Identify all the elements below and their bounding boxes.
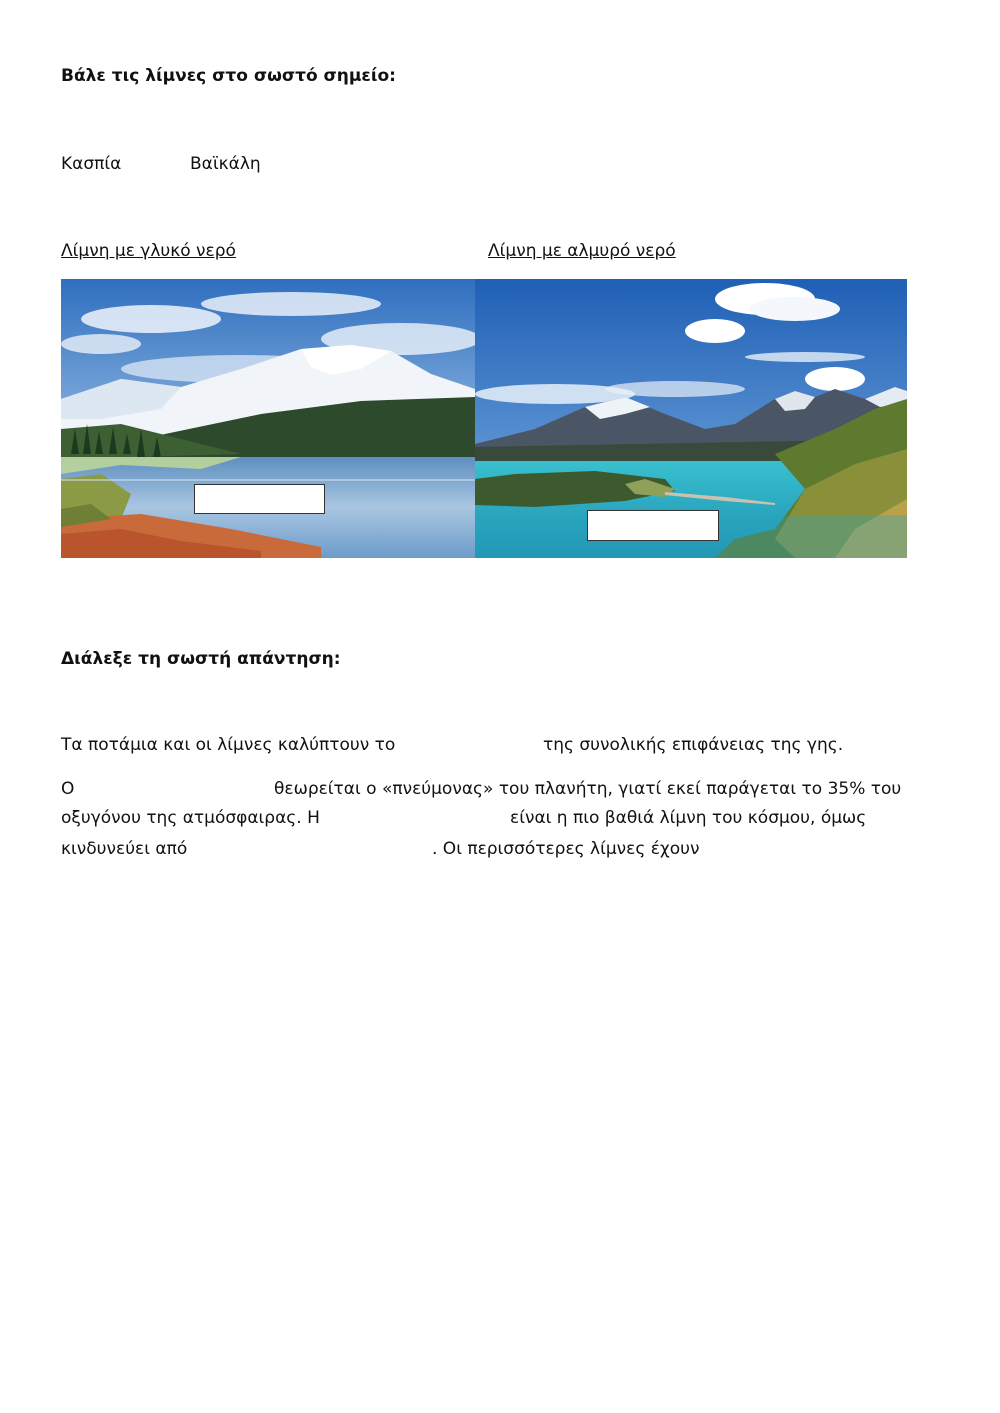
salt-water-label: Λίμνη με αλμυρό νερό [488, 241, 676, 261]
sentence-2-start: Ο [61, 779, 75, 799]
sentence-4-end: . Οι περισσότερες λίμνες έχουν [432, 839, 700, 859]
fresh-lake-photo [61, 279, 475, 558]
blank-4-dropdown[interactable] [200, 837, 436, 863]
drop-zone-fresh-lake[interactable] [194, 484, 325, 514]
blank-1-dropdown[interactable] [412, 733, 540, 759]
drag-word-baikal[interactable]: Βαϊκάλη [190, 154, 261, 174]
sentence-2-end: θεωρείται ο «πνεύμονας» του πλανήτη, γιατί εκεί παράγεται το 35% του [274, 779, 902, 799]
fresh-water-label: Λίμνη με γλυκό νερό [61, 241, 236, 261]
blank-3-dropdown[interactable] [332, 806, 508, 832]
sentence-3-start: οξυγόνου της ατμόσφαιρας. Η [61, 808, 320, 828]
drop-zone-salt-lake[interactable] [587, 510, 719, 541]
sentence-1-end: της συνολικής επιφάνειας της γης. [543, 735, 844, 755]
sentence-4-start: κινδυνεύει από [61, 839, 188, 859]
instruction-title-1: Βάλε τις λίμνες στο σωστό σημείο: [61, 66, 396, 86]
instruction-title-2: Διάλεξε τη σωστή απάντηση: [61, 649, 341, 669]
blank-2-dropdown[interactable] [84, 777, 272, 803]
sentence-1-start: Τα ποτάμια και οι λίμνες καλύπτουν το [61, 735, 396, 755]
sentence-3-end: είναι η πιο βαθιά λίμνη του κόσμου, όμως [510, 808, 867, 828]
drag-word-caspian[interactable]: Κασπία [61, 154, 122, 174]
